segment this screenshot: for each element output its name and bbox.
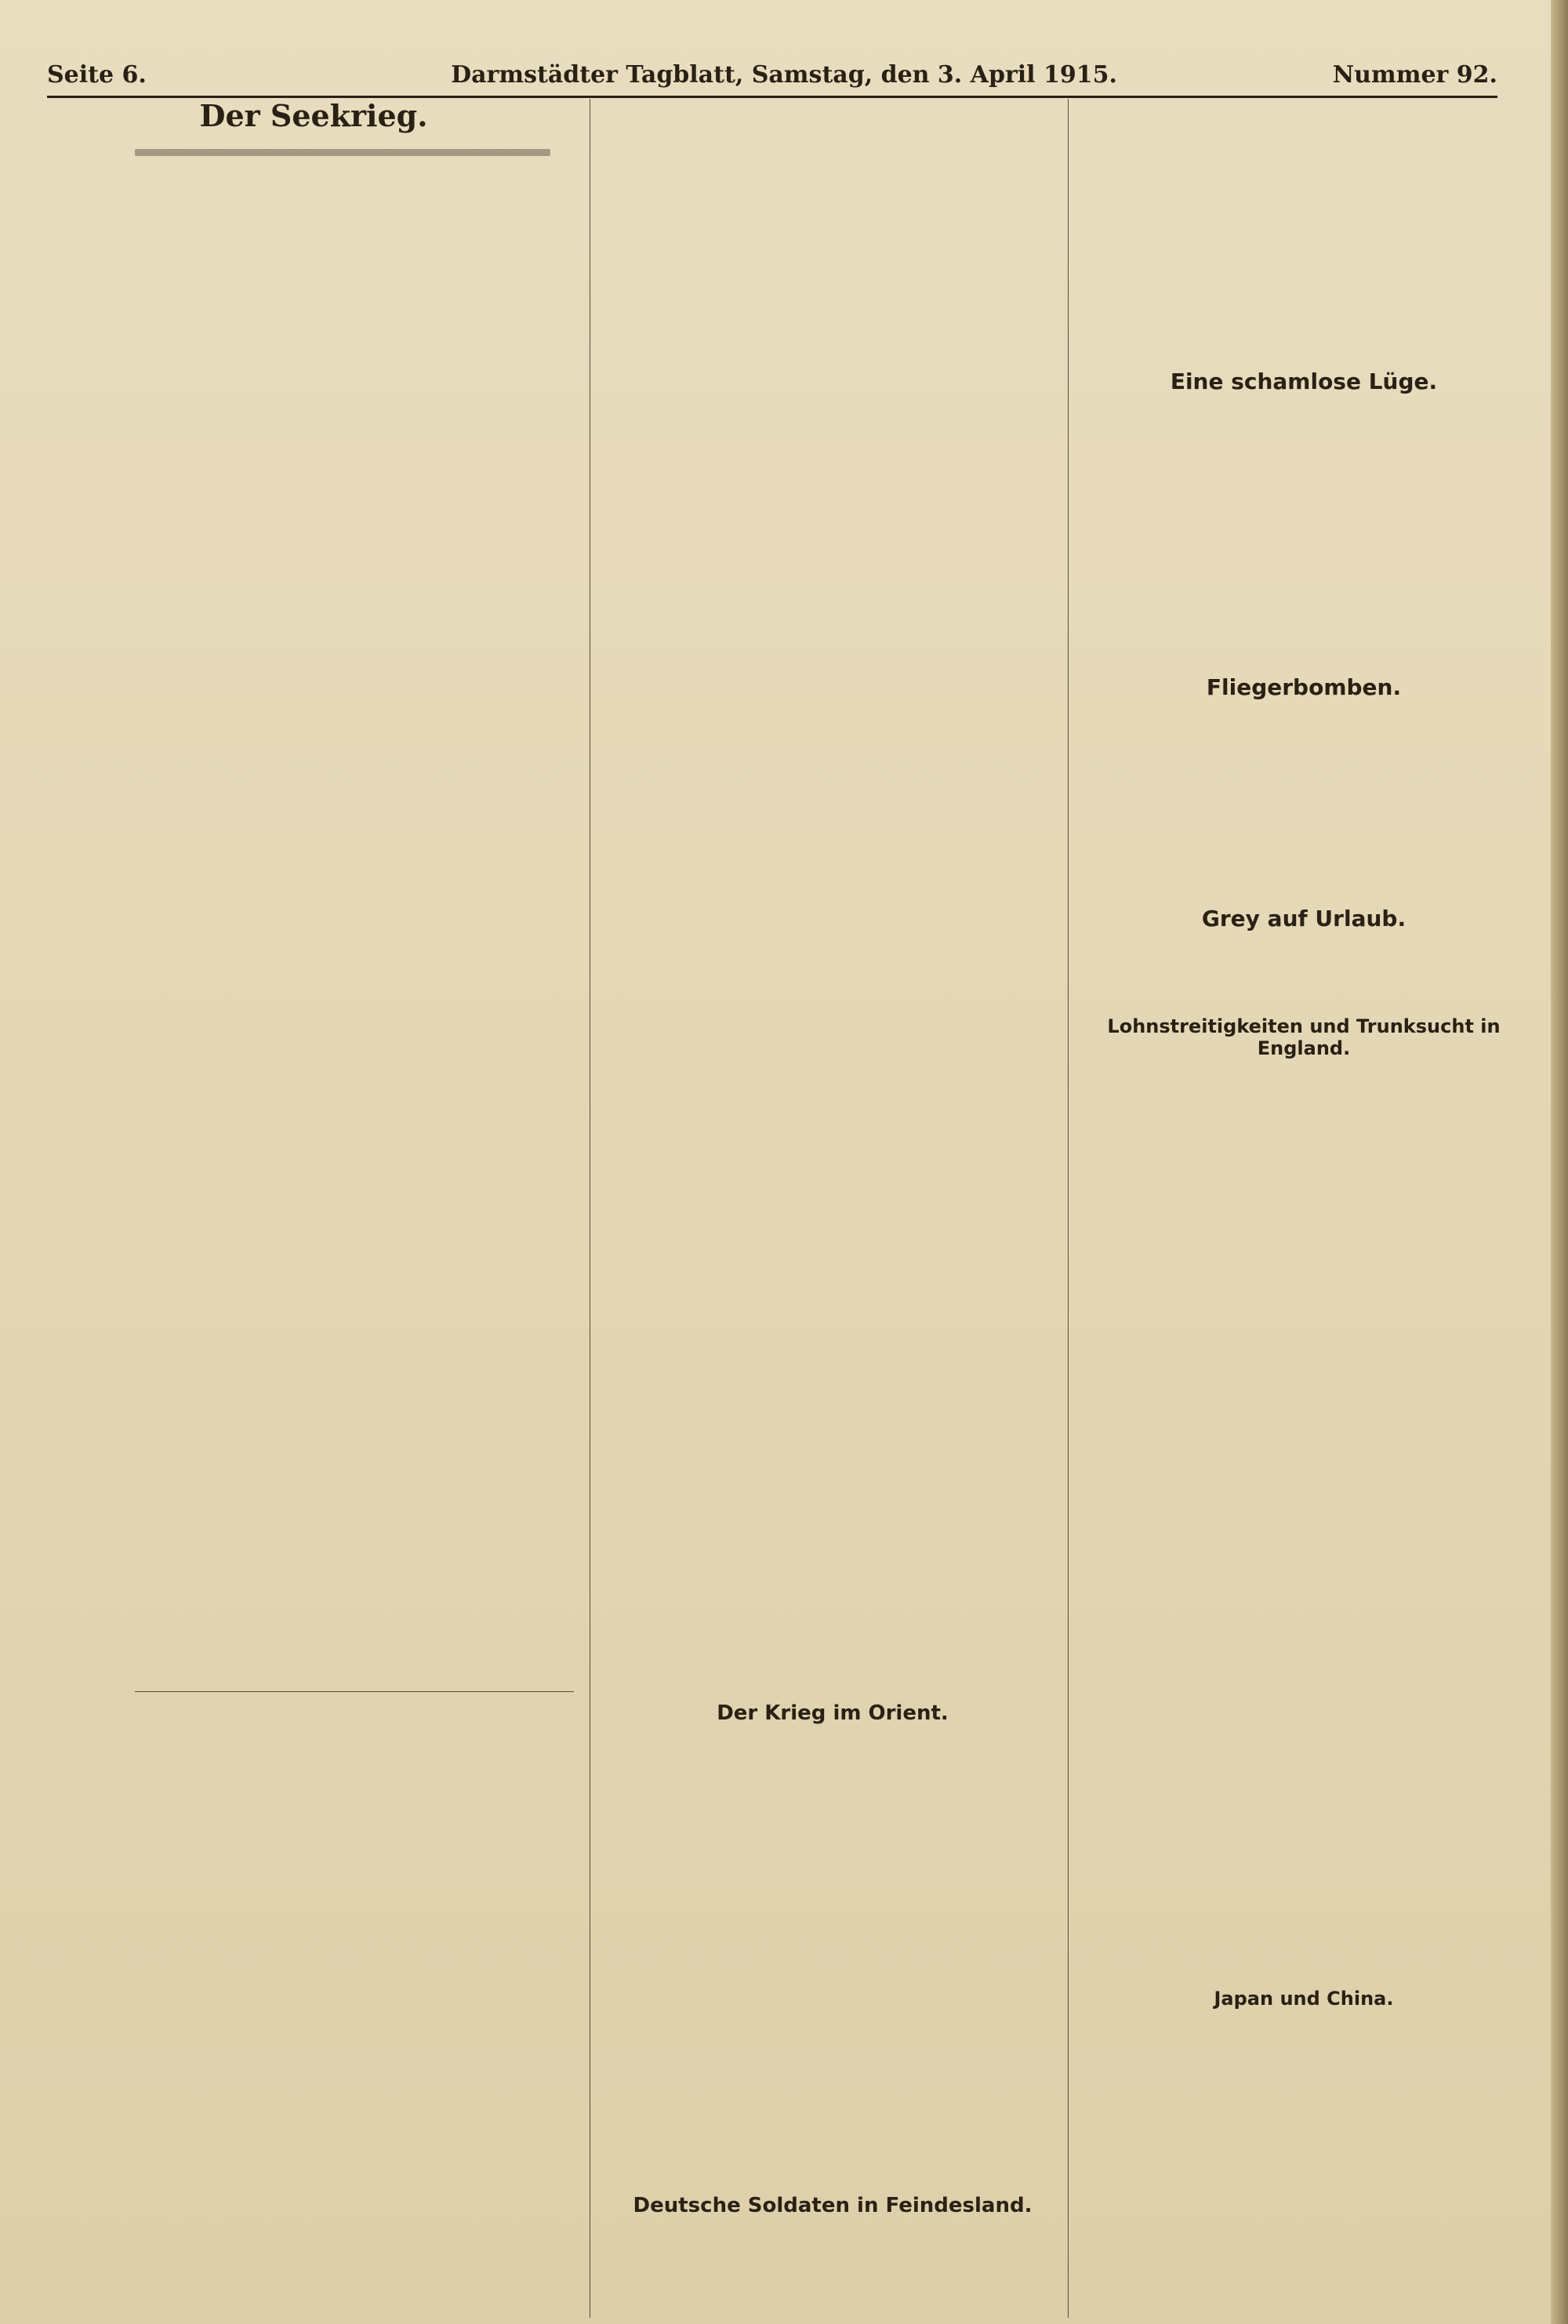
article-text-block [1084, 2019, 1523, 2309]
section-heading-grey: Grey auf Urlaub. [1201, 906, 1406, 931]
article-text-block [1084, 710, 1523, 882]
quarters-table [606, 227, 1059, 298]
section-heading-feindesland: Deutsche Soldaten in Feindesland. [633, 2194, 1033, 2217]
article-text-block [135, 149, 574, 1309]
page-number-label: Seite 6. [47, 61, 147, 89]
section-heading-lohnstreitigkeiten: Lohnstreitigkeiten und Trunksucht in England. [1107, 1015, 1501, 1059]
article-text-block [1084, 1051, 1523, 1972]
article-text-block [1084, 408, 1523, 643]
column-rule [1068, 99, 1069, 2318]
article-text-block [606, 1741, 1059, 2172]
section-heading-luege: Eine schamlose Lüge. [1170, 369, 1438, 394]
issue-number-label: Nummer 92. [1332, 61, 1497, 89]
section-heading-japan: Japan und China. [1214, 1988, 1394, 2010]
page-edge-shadow [1551, 0, 1568, 2324]
article-text-block [606, 2231, 1059, 2309]
section-heading-fliegerbomben: Fliegerbomben. [1206, 674, 1402, 700]
article-text-block [135, 1760, 574, 2301]
section-heading-orient: Der Krieg im Orient. [717, 1701, 949, 1725]
table-rule [135, 1691, 574, 1692]
article-text-block [1084, 103, 1523, 354]
price-table [135, 1643, 574, 1752]
masthead-title-date: Darmstädter Tagblatt, Samstag, den 3. April 1915. [451, 61, 1117, 89]
article-subheading [135, 1337, 574, 1423]
article-text-block [606, 298, 1059, 1498]
article-text-block [135, 1435, 574, 1631]
text-line-placeholder [135, 149, 550, 156]
article-text-block [606, 103, 1059, 221]
article-text-block [1084, 941, 1523, 1011]
section-heading-seekrieg: Der Seekrieg. [199, 98, 428, 133]
